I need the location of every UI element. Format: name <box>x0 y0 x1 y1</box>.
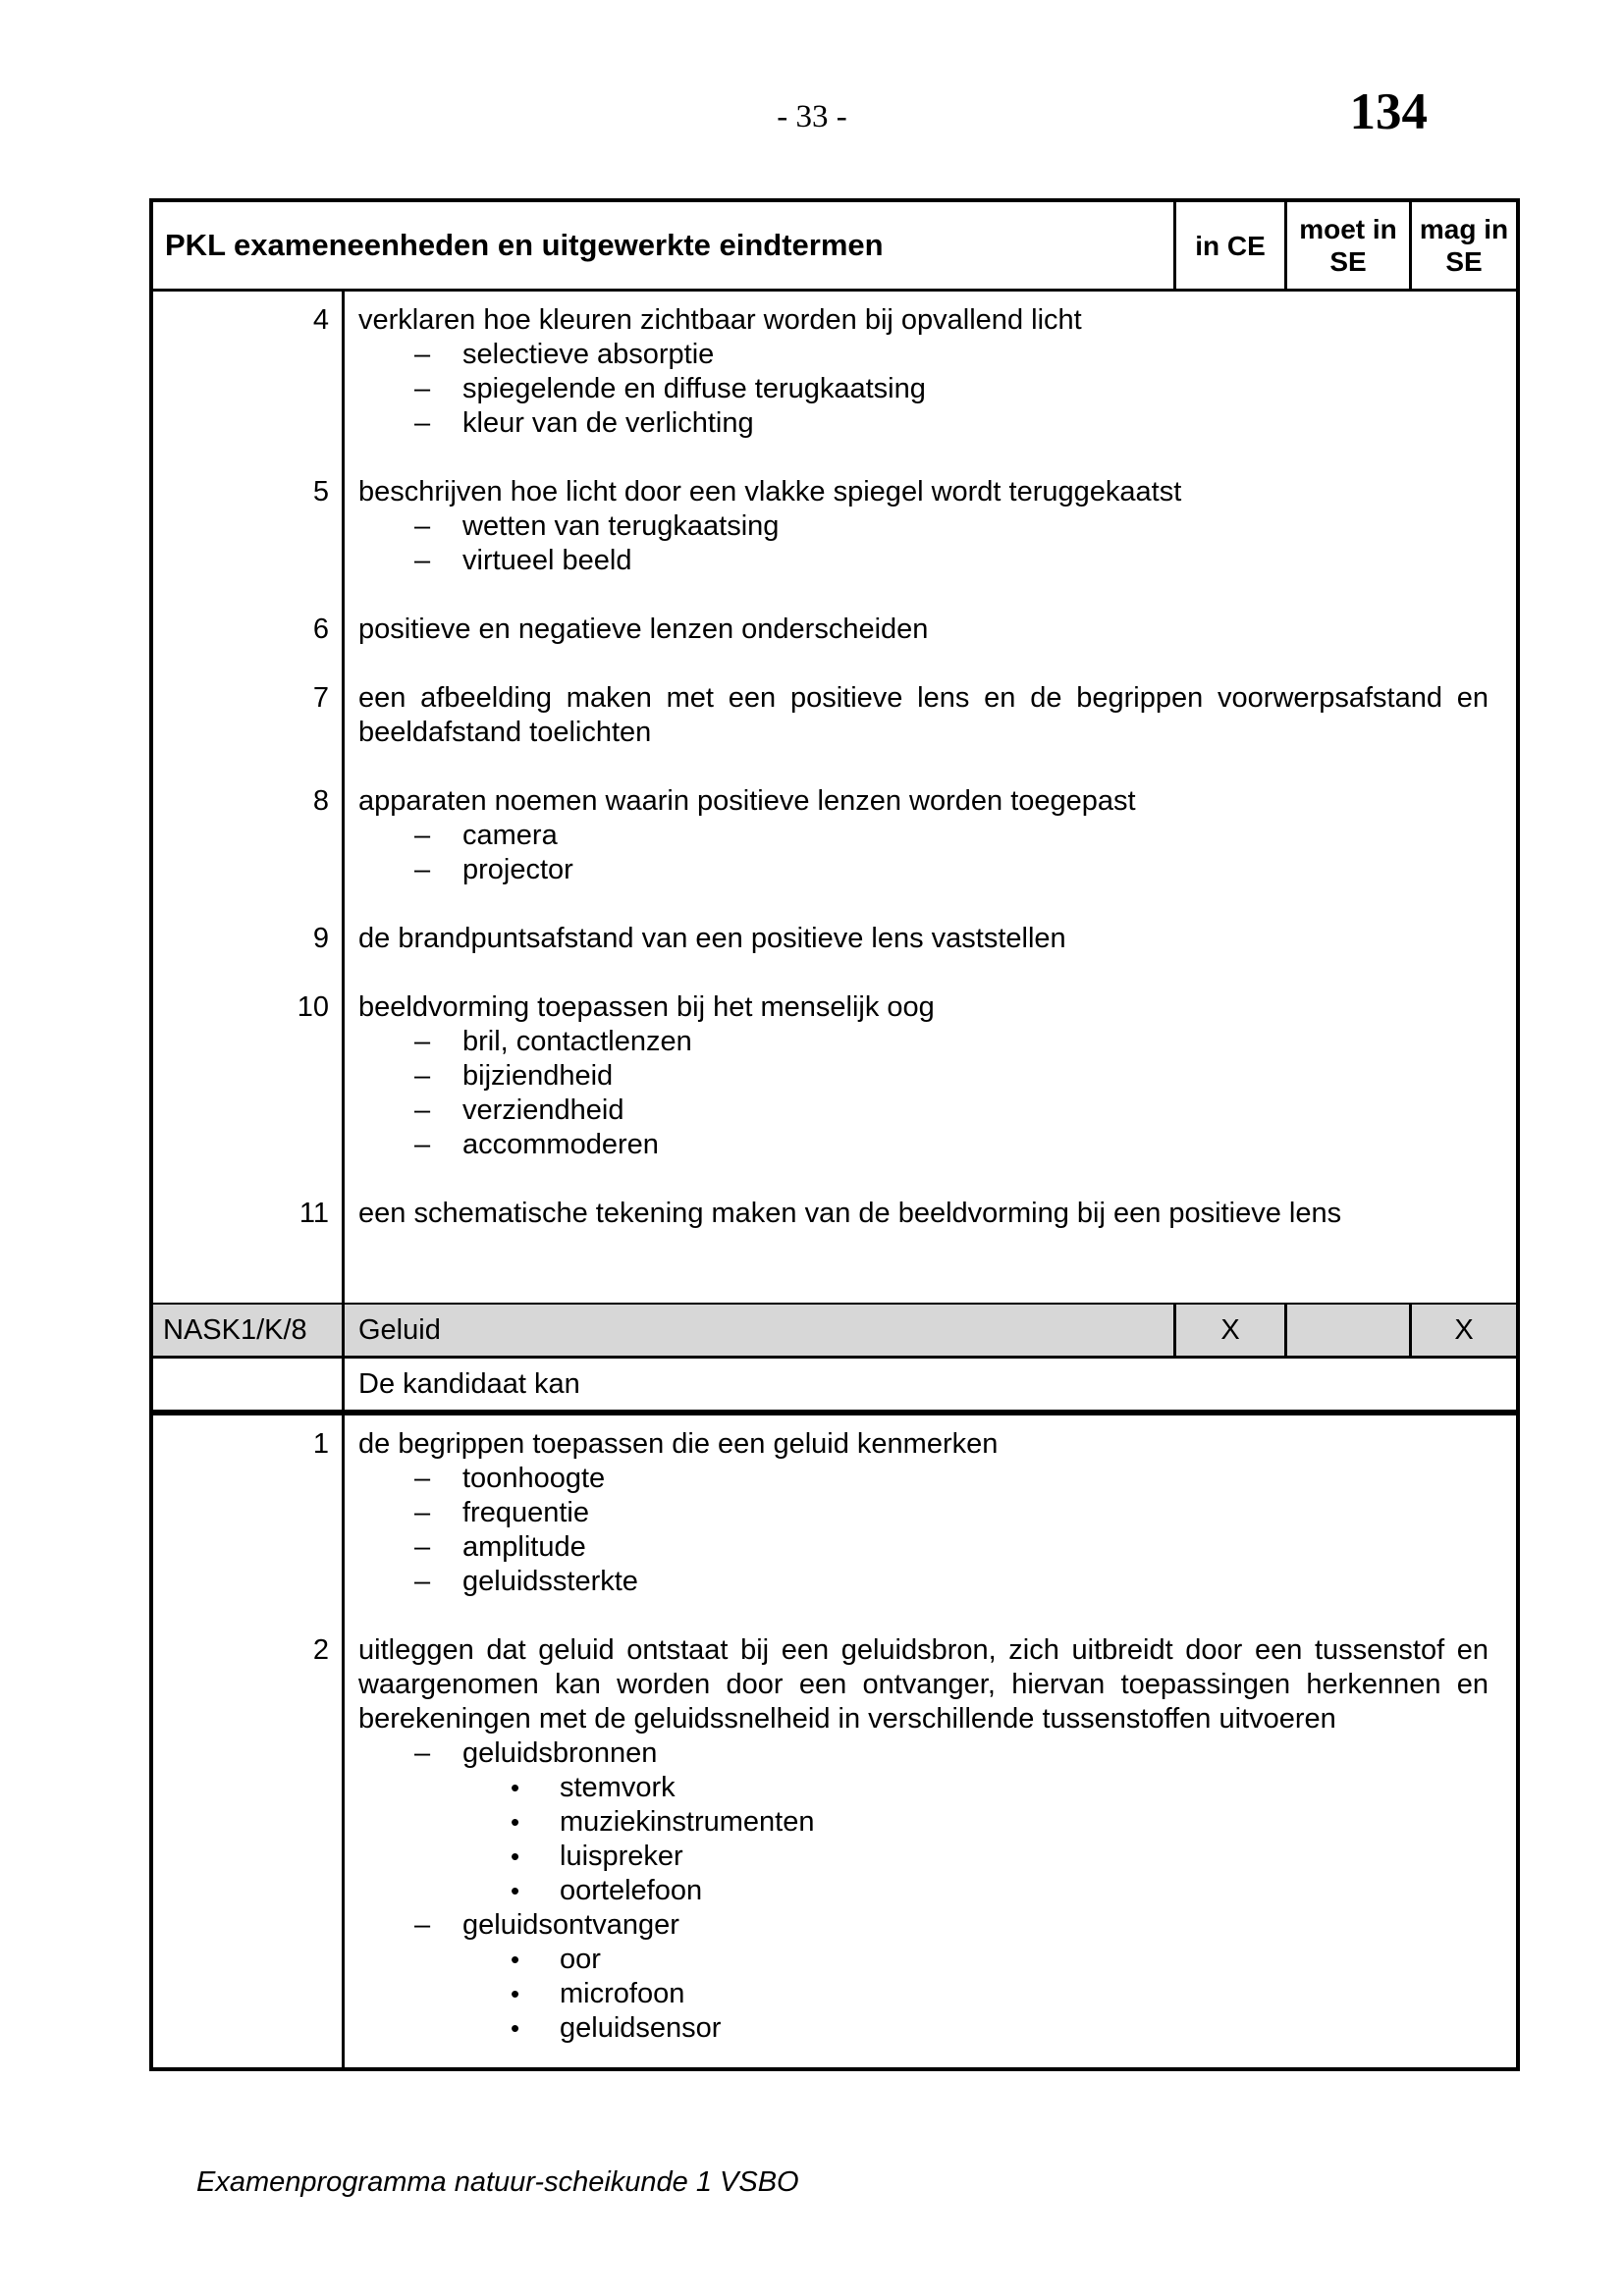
dash-marker: – <box>414 1497 431 1528</box>
table-row <box>153 1427 1516 1599</box>
bullet-marker: • <box>511 1773 520 1802</box>
dash-item-label: verziendheid <box>462 1095 624 1126</box>
dash-item-label: amplitude <box>462 1531 586 1563</box>
table-row <box>153 613 1516 647</box>
bullet-item-label: oor <box>560 1944 601 1975</box>
dash-item <box>358 1462 1489 1496</box>
exam-terms-table <box>149 198 1520 2071</box>
item-number: 10 <box>297 991 329 1023</box>
dash-item-label: bril, contactlenzen <box>462 1026 692 1057</box>
bullet-item-label: stemvork <box>560 1772 676 1803</box>
column-header-in-ce: in CE <box>1173 202 1284 289</box>
table-row <box>153 922 1516 956</box>
column-header-mag-in-se: mag in SE <box>1409 202 1516 289</box>
item-number: 5 <box>312 476 329 507</box>
table-row <box>153 1197 1516 1231</box>
bullet-marker: • <box>511 1979 520 2008</box>
item-text: apparaten noemen waarin positieve lenzen worden toegepast <box>358 785 1136 817</box>
item-text: beeldvorming toepassen bij het menselijk oog <box>358 991 935 1023</box>
candidate-text: De kandidaat kan <box>358 1367 580 1400</box>
bullet-item <box>358 1771 1489 1805</box>
unit-in-ce-mark: X <box>1173 1305 1284 1356</box>
column-divider <box>342 1359 345 1410</box>
dash-item-label: accommoderen <box>462 1129 659 1160</box>
dash-marker: – <box>414 407 431 439</box>
item-text: uitleggen dat geluid ontstaat bij een geluidsbron, zich uitbreidt door een tussenstof en waargenomen kan worden door een ontvanger, hiervan toepassingen herkennen en berekeningen met de geluidssnelheid in verschillende tussenstoffen uitvoeren <box>358 1634 1489 1735</box>
item-number: 1 <box>312 1428 329 1460</box>
unit-title: Geluid <box>342 1305 1173 1356</box>
unit-header-row <box>153 1303 1516 1359</box>
bullet-item <box>358 1805 1489 1840</box>
column-divider <box>342 1415 345 2067</box>
candidate-row <box>153 1359 1516 1415</box>
dash-marker: – <box>414 510 431 542</box>
section-sound-items <box>153 1415 1516 2067</box>
dash-item <box>358 1059 1489 1094</box>
item-text: een schematische tekening maken van de beeldvorming bij een positieve lens <box>358 1198 1342 1229</box>
item-number: 7 <box>312 682 329 714</box>
dash-item <box>358 1908 1489 1943</box>
item-text: verklaren hoe kleuren zichtbaar worden bij opvallend licht <box>358 304 1082 336</box>
item-number: 6 <box>312 614 329 645</box>
bullet-marker: • <box>511 2013 520 2043</box>
dash-item-label: projector <box>462 854 573 885</box>
document-footer: Examenprogramma natuur-scheikunde 1 VSBO <box>196 2166 799 2198</box>
dash-item-label: frequentie <box>462 1497 589 1528</box>
dash-marker: – <box>414 1026 431 1057</box>
table-row <box>153 681 1516 750</box>
dash-item <box>358 372 1489 406</box>
dash-item <box>358 1025 1489 1059</box>
item-number: 4 <box>312 304 329 336</box>
item-text: de begrippen toepassen die een geluid kenmerken <box>358 1428 999 1460</box>
dash-item-label: spiegelende en diffuse terugkaatsing <box>462 373 926 404</box>
dash-marker: – <box>414 339 431 370</box>
dash-item-label: wetten van terugkaatsing <box>462 510 780 542</box>
page-number-center: - 33 - <box>777 99 847 134</box>
dash-item-label: bijziendheid <box>462 1060 614 1092</box>
column-header-moet-in-se: moet in SE <box>1284 202 1409 289</box>
item-text: de brandpuntsafstand van een positieve lens vaststellen <box>358 923 1066 954</box>
dash-item-label: selectieve absorptie <box>462 339 715 370</box>
dash-item <box>358 544 1489 578</box>
dash-marker: – <box>414 1531 431 1563</box>
dash-marker: – <box>414 854 431 885</box>
bullet-item-label: muziekinstrumenten <box>560 1806 815 1838</box>
dash-marker: – <box>414 1909 431 1941</box>
item-number: 11 <box>298 1198 329 1229</box>
bullet-item <box>358 1943 1489 1977</box>
dash-item <box>358 1530 1489 1565</box>
dash-item <box>358 1496 1489 1530</box>
dash-item-label: camera <box>462 820 558 851</box>
dash-item <box>358 1094 1489 1128</box>
bullet-item <box>358 1840 1489 1874</box>
dash-item-label: geluidssterkte <box>462 1566 638 1597</box>
bullet-marker: • <box>511 1945 520 1974</box>
bullet-item-label: microfoon <box>560 1978 685 2009</box>
dash-marker: – <box>414 1095 431 1126</box>
dash-item-label: virtueel beeld <box>462 545 632 576</box>
table-title: PKL exameneenheden en uitgewerkte eindtermen <box>165 228 884 262</box>
dash-item-label: toonhoogte <box>462 1463 606 1494</box>
dash-item-label: kleur van de verlichting <box>462 407 754 439</box>
dash-marker: – <box>414 545 431 576</box>
bullet-item-label: luispreker <box>560 1841 683 1872</box>
dash-item <box>358 509 1489 544</box>
bullet-item-label: geluidsensor <box>560 2012 722 2044</box>
section-optics-items <box>153 292 1516 1303</box>
dash-item <box>358 853 1489 887</box>
dash-item-label: geluidsbronnen <box>462 1737 658 1769</box>
unit-moet-in-se-mark <box>1284 1305 1409 1356</box>
table-row <box>153 303 1516 441</box>
table-row <box>153 990 1516 1162</box>
bullet-item <box>358 1977 1489 2011</box>
dash-marker: – <box>414 820 431 851</box>
bullet-item <box>358 1874 1489 1908</box>
dash-item <box>358 1128 1489 1162</box>
table-row <box>153 784 1516 887</box>
item-text: een afbeelding maken met een positieve lens en de begrippen voorwerpsafstand en beeldafstand toelichten <box>358 682 1489 748</box>
item-number: 2 <box>312 1634 329 1666</box>
unit-mag-in-se-mark: X <box>1409 1305 1516 1356</box>
bullet-marker: • <box>511 1842 520 1871</box>
bullet-marker: • <box>511 1876 520 1905</box>
dash-marker: – <box>414 1463 431 1494</box>
page-number-right: 134 <box>1349 83 1428 140</box>
table-row <box>153 475 1516 578</box>
dash-item <box>358 338 1489 372</box>
dash-item <box>358 1565 1489 1599</box>
unit-code: NASK1/K/8 <box>163 1313 307 1346</box>
item-text: beschrijven hoe licht door een vlakke spiegel wordt teruggekaatst <box>358 476 1182 507</box>
dash-item <box>358 406 1489 441</box>
column-divider <box>342 292 345 1303</box>
dash-item <box>358 819 1489 853</box>
table-header-row <box>153 202 1516 292</box>
table-row <box>153 1633 1516 2046</box>
dash-marker: – <box>414 1737 431 1769</box>
item-number: 9 <box>312 923 329 954</box>
bullet-marker: • <box>511 1807 520 1837</box>
dash-marker: – <box>414 1566 431 1597</box>
bullet-item <box>358 2011 1489 2046</box>
item-text: positieve en negatieve lenzen onderscheiden <box>358 614 929 645</box>
dash-marker: – <box>414 1060 431 1092</box>
item-number: 8 <box>312 785 329 817</box>
dash-marker: – <box>414 373 431 404</box>
dash-item-label: geluidsontvanger <box>462 1909 679 1941</box>
dash-item <box>358 1736 1489 1771</box>
bullet-item-label: oortelefoon <box>560 1875 703 1906</box>
dash-marker: – <box>414 1129 431 1160</box>
